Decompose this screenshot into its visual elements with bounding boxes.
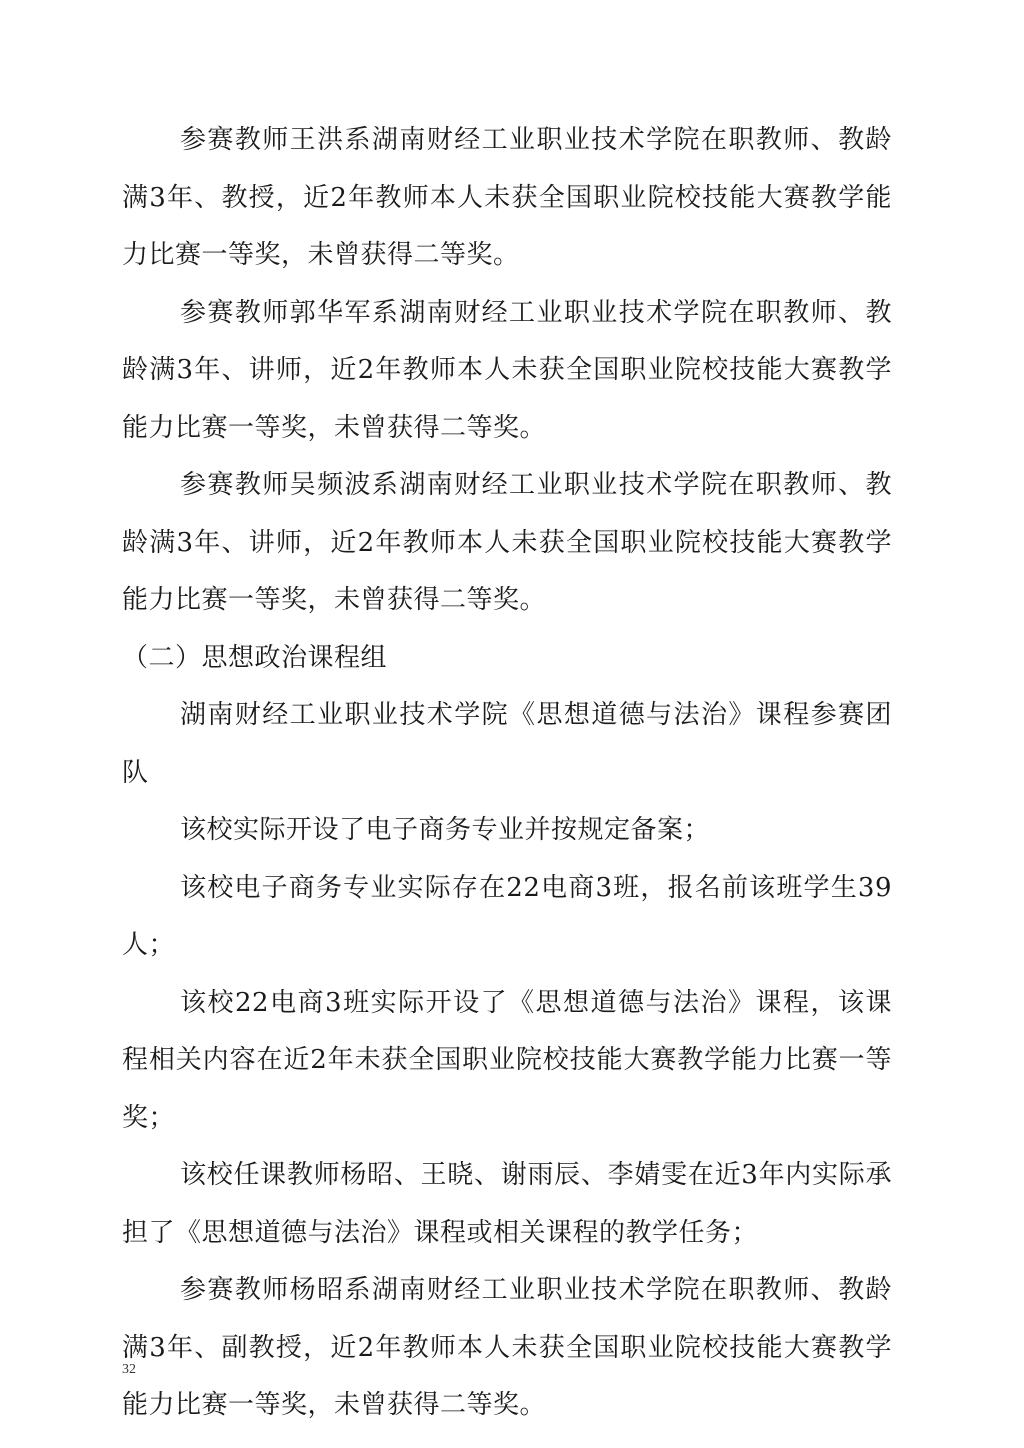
paragraph-wu-pinbo: 参赛教师吴频波系湖南财经工业职业技术学院在职教师、教龄满3年、讲师，近2年教师本人未获全国职业院校技能大赛教学能力比赛一等奖，未曾获得二等奖。 [122,470,892,615]
paragraph-course: 该校22电商3班实际开设了《思想道德与法治》课程，该课程相关内容在近2年未获全国职业院校技能大赛教学能力比赛一等奖； [122,987,892,1133]
paragraph-teachers: 该校任课教师杨昭、王晓、谢雨辰、李婧雯在近3年内实际承担了《思想道德与法治》课程或相关课程的教学任务； [122,1160,892,1248]
page-number: 32 [122,1362,136,1377]
paragraph-wang-hong: 参赛教师王洪系湖南财经工业职业技术学院在职教师、教龄满3年、教授，近2年教师本人未获全国职业院校技能大赛教学能力比赛一等奖，未曾获得二等奖。 [122,125,892,270]
section-heading: （二）思想政治课程组 [122,642,388,673]
paragraph-class: 该校电子商务专业实际存在22电商3班，报名前该班学生39人； [122,872,892,960]
paragraph-team-name: 湖南财经工业职业技术学院《思想道德与法治》课程参赛团队 [122,700,892,788]
paragraph-yang-zhao: 参赛教师杨昭系湖南财经工业职业技术学院在职教师、教龄满3年、副教授，近2年教师本人未获全国职业院校技能大赛教学能力比赛一等奖，未曾获得二等奖。 [122,1275,892,1420]
document-body [122,112,892,1435]
paragraph-guo-huajun: 参赛教师郭华军系湖南财经工业职业技术学院在职教师、教龄满3年、讲师，近2年教师本人未获全国职业院校技能大赛教学能力比赛一等奖，未曾获得二等奖。 [122,297,892,443]
paragraph-major: 该校实际开设了电子商务专业并按规定备案； [180,815,711,845]
